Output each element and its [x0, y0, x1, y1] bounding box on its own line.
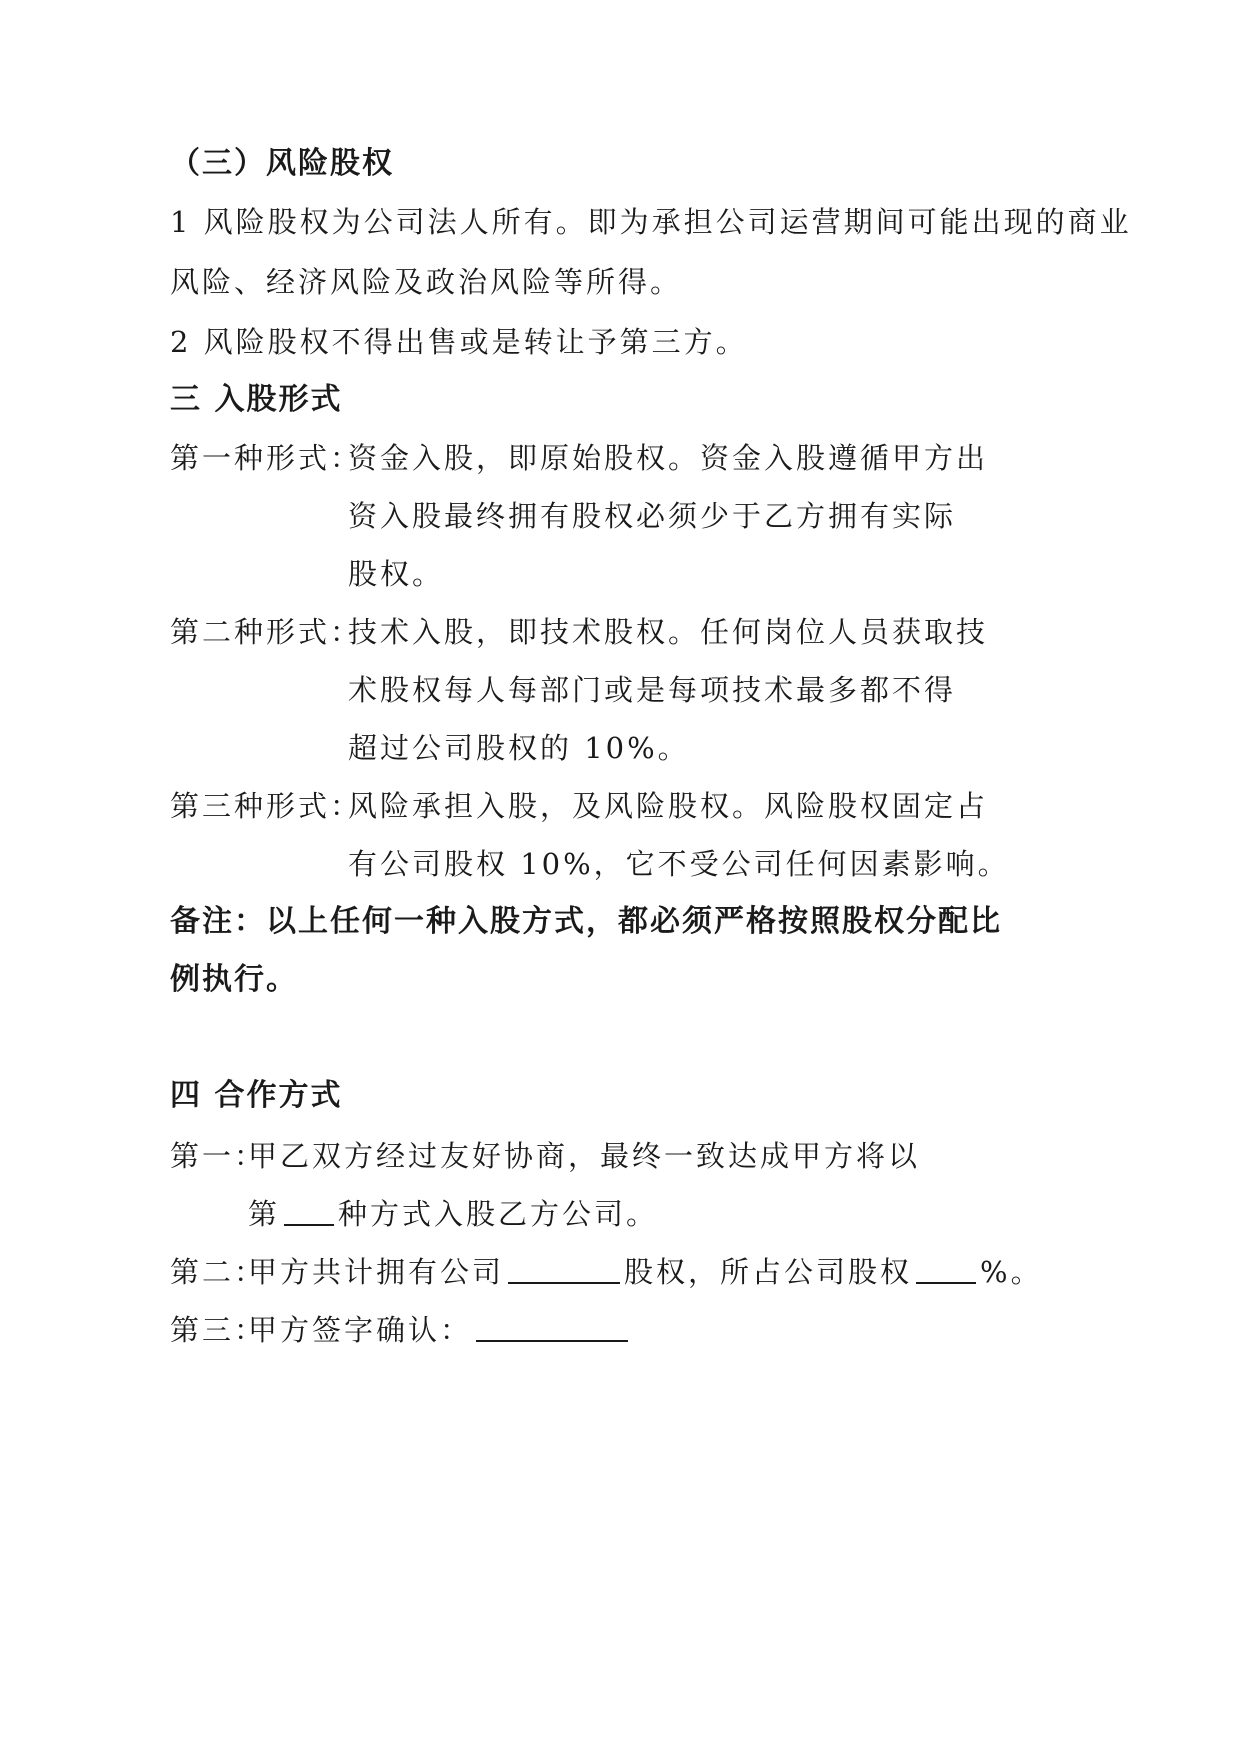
form1-line2: 资入股最终拥有股权必须少于乙方拥有实际 — [348, 499, 957, 533]
clause1-text: 甲乙双方经过友好协商，最终一致达成甲方将以 — [248, 1139, 921, 1173]
risk-equity-item1-line1: 1 风险股权为公司法人所有。即为承担公司运营期间可能出现的商业 — [170, 205, 1132, 239]
form3-line1: 风险承担入股，及风险股权。风险股权固定占 — [348, 789, 989, 823]
clause3-text — [248, 1312, 632, 1348]
form2-line2: 术股权每人每部门或是每项技术最多都不得 — [348, 673, 957, 707]
clause2-mid: 股权，所占公司股权 — [624, 1255, 913, 1289]
clause2-pre: 甲方共计拥有公司 — [248, 1255, 505, 1289]
signature-blank[interactable] — [476, 1314, 628, 1342]
equity-percent-blank[interactable] — [916, 1256, 976, 1284]
clause1-continuation — [248, 1196, 658, 1232]
clause1-label: 第一： — [170, 1139, 267, 1173]
form1-line3: 股权。 — [348, 557, 445, 591]
method-number-blank[interactable] — [284, 1198, 334, 1226]
form1-line1: 资金入股，即原始股权。资金入股遵循甲方出 — [348, 441, 989, 475]
form2-line3: 超过公司股权的 10%。 — [348, 731, 690, 765]
form2-line1: 技术入股，即技术股权。任何岗位人员获取技 — [348, 615, 989, 649]
clause3-label: 第三： — [170, 1313, 267, 1347]
clause2-text — [248, 1254, 1043, 1290]
clause2-label: 第二： — [170, 1255, 267, 1289]
section3-heading: 三 入股形式 — [170, 382, 343, 417]
clause2-post: %。 — [980, 1255, 1043, 1289]
form1-label: 第一种形式： — [170, 441, 363, 475]
risk-equity-item1-line2: 风险、经济风险及政治风险等所得。 — [170, 265, 683, 299]
section4-heading: 四 合作方式 — [170, 1078, 343, 1113]
clause1-cont-post: 种方式入股乙方公司。 — [338, 1197, 659, 1231]
clause1-cont-pre: 第 — [248, 1197, 281, 1231]
risk-equity-heading: （三）风险股权 — [170, 146, 394, 181]
equity-amount-blank[interactable] — [508, 1256, 620, 1284]
form2-label: 第二种形式： — [170, 615, 363, 649]
note-line1: 备注：以上任何一种入股方式，都必须严格按照股权分配比 — [170, 904, 1002, 939]
form3-label: 第三种形式： — [170, 789, 363, 823]
risk-equity-item2: 2 风险股权不得出售或是转让予第三方。 — [170, 325, 748, 359]
clause3-pre: 甲方签字确认： — [248, 1313, 473, 1347]
note-line2: 例执行。 — [170, 962, 298, 997]
form3-line2: 有公司股权 10%，它不受公司任何因素影响。 — [348, 847, 1010, 881]
